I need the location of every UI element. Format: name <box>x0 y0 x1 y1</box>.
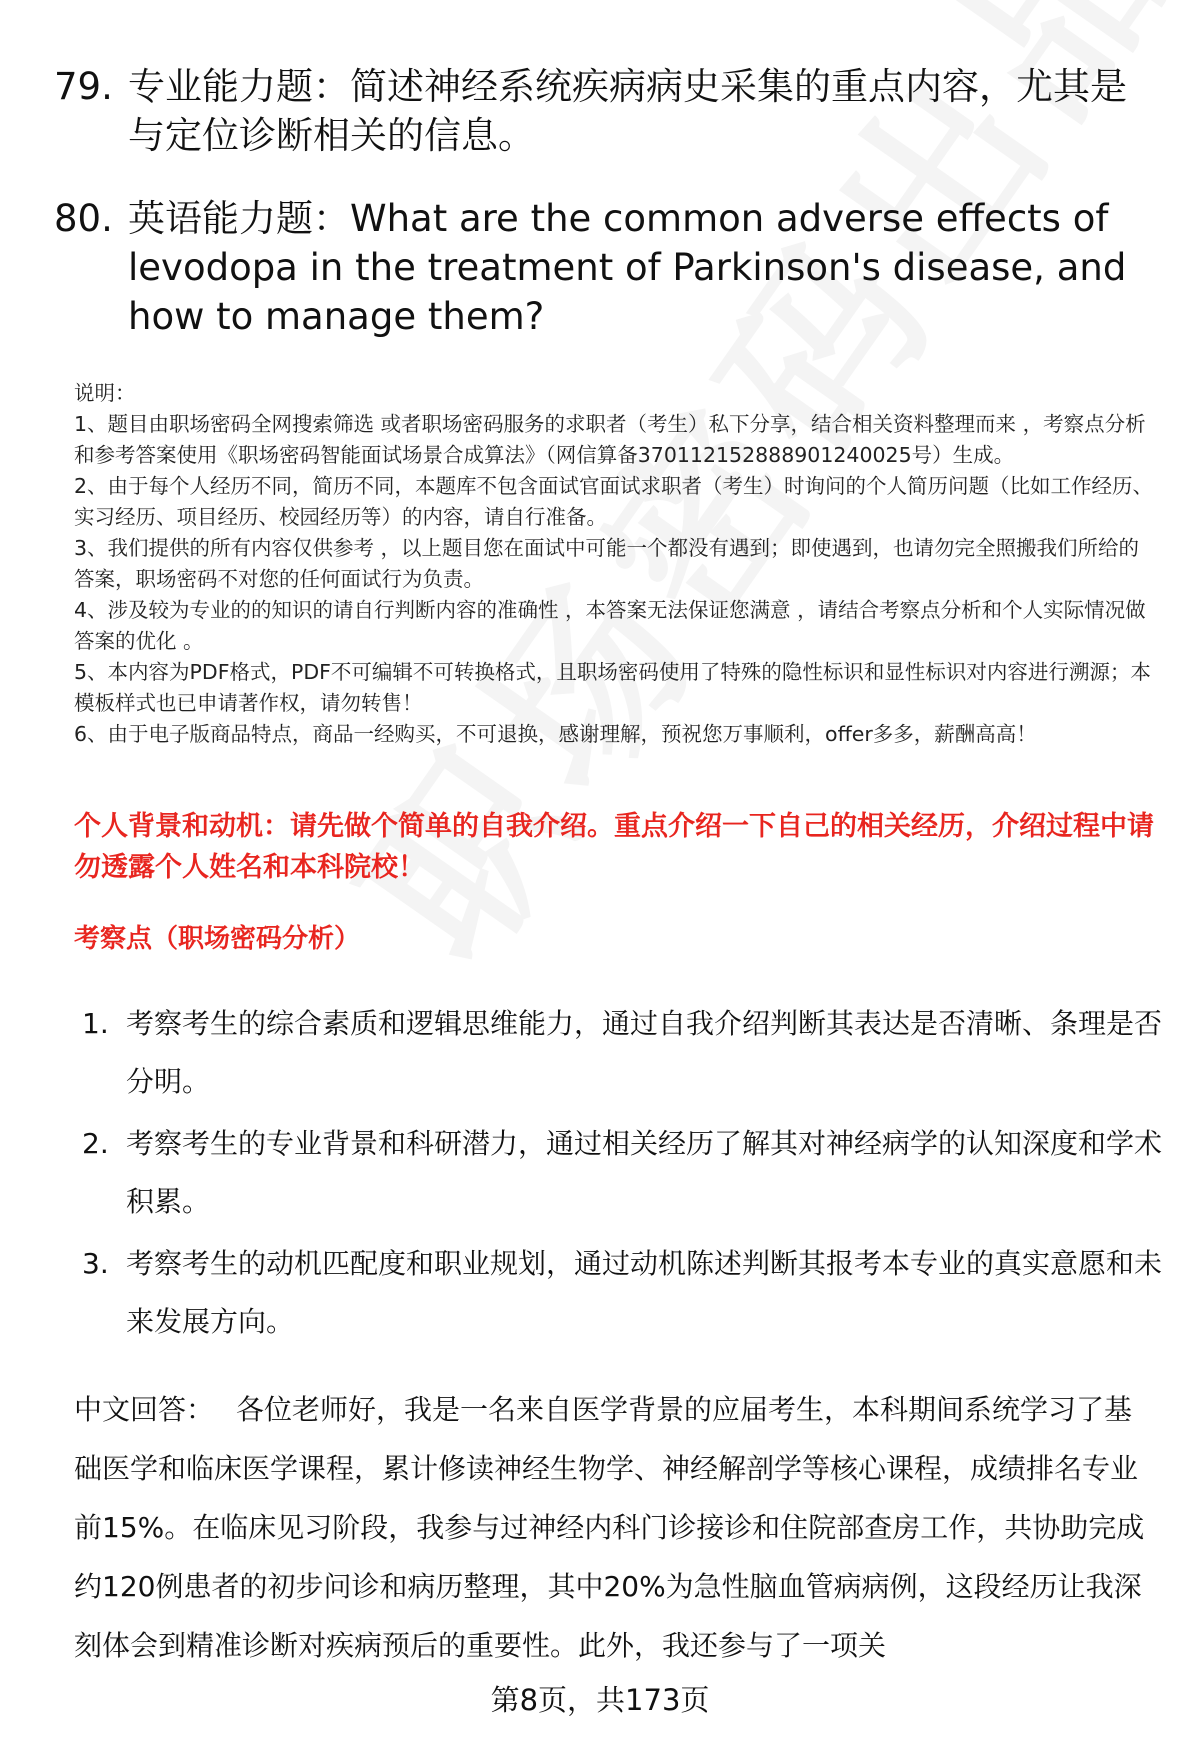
section-heading: 个人背景和动机：请先做个简单的自我介绍。重点介绍一下自己的相关经历，介绍过程中请勿透露个人姓名和本科院校！ <box>74 811 1154 883</box>
question-number: 80. <box>54 197 113 240</box>
question-79 <box>54 62 1154 160</box>
note-item: 1、题目由职场密码全网搜索筛选 或者职场密码服务的求职者（考生）私下分享，结合相关资料整理而来 ，考察点分析和参考答案使用《职场密码智能面试场景合成算法》（网信算备370112152888901240025号）生成。 <box>74 412 1146 467</box>
assessment-points <box>82 995 1162 1355</box>
list-item <box>82 1235 1162 1351</box>
note-item: 6、由于电子版商品特点，商品一经购买，不可退换，感谢理解，预祝您万事顺利，offer多多，薪酬高高！ <box>74 722 1037 746</box>
list-item-number: 2. <box>82 1127 109 1160</box>
list-item-text: 考察考生的专业背景和科研潜力，通过相关经历了解其对神经病学的认知深度和学术积累。 <box>126 1127 1163 1218</box>
notes-block <box>74 378 1159 750</box>
answer-paragraph <box>74 1380 1154 1675</box>
page-footer: 第8页，共173页 <box>490 1683 710 1717</box>
question-text: 英语能力题：What are the common adverse effects of levodopa in the treatment of Parkinson's disease, and how to manage them? <box>128 197 1127 338</box>
list-item-text: 考察考生的动机匹配度和职业规划，通过动机陈述判断其报考本专业的真实意愿和未来发展方向。 <box>126 1247 1163 1338</box>
section-subheading: 考察点（职场密码分析） <box>74 924 361 954</box>
note-item: 2、由于每个人经历不同，简历不同，本题库不包含面试官面试求职者（考生）时询问的个人简历问题（比如工作经历、实习经历、项目经历、校园经历等）的内容，请自行准备。 <box>74 474 1154 529</box>
question-text: 专业能力题：简述神经系统疾病病史采集的重点内容，尤其是与定位诊断相关的信息。 <box>128 65 1127 157</box>
list-item-number: 3. <box>82 1247 109 1280</box>
list-item <box>82 995 1162 1111</box>
notes-title: 说明： <box>74 381 136 405</box>
list-item-number: 1. <box>82 1007 109 1040</box>
answer-text: 各位老师好，我是一名来自医学背景的应届考生，本科期间系统学习了基础医学和临床医学课程，累计修读神经生物学、神经解剖学等核心课程，成绩排名专业前15%。在临床见习阶段，我参与过神经内科门诊接诊和住院部查房工作，共协助完成约120例患者的初步问诊和病历整理，其中20%为急性脑血管病病例，这段经历让我深刻体会到精准诊断对疾病预后的重要性。此外，我还参与了一项关 <box>74 1393 1145 1662</box>
list-item-text: 考察考生的综合素质和逻辑思维能力，通过自我介绍判断其表达是否清晰、条理是否分明。 <box>126 1007 1163 1098</box>
question-number: 79. <box>54 65 113 108</box>
answer-label: 中文回答： <box>74 1393 215 1426</box>
note-item: 3、我们提供的所有内容仅供参考 ，以上题目您在面试中可能一个都没有遇到；即使遇到，也请勿完全照搬我们所给的答案，职场密码不对您的任何面试行为负责。 <box>74 536 1140 591</box>
question-80 <box>54 194 1154 341</box>
list-item <box>82 1115 1162 1231</box>
note-item: 5、本内容为PDF格式，PDF不可编辑不可转换格式，且职场密码使用了特殊的隐性标识和显性标识对内容进行溯源；本模板样式也已申请著作权，请勿转售！ <box>74 660 1151 715</box>
note-item: 4、涉及较为专业的的知识的请自行判断内容的准确性 ，本答案无法保证您满意 ，请结合考察点分析和个人实际情况做答案的优化 。 <box>74 598 1146 653</box>
